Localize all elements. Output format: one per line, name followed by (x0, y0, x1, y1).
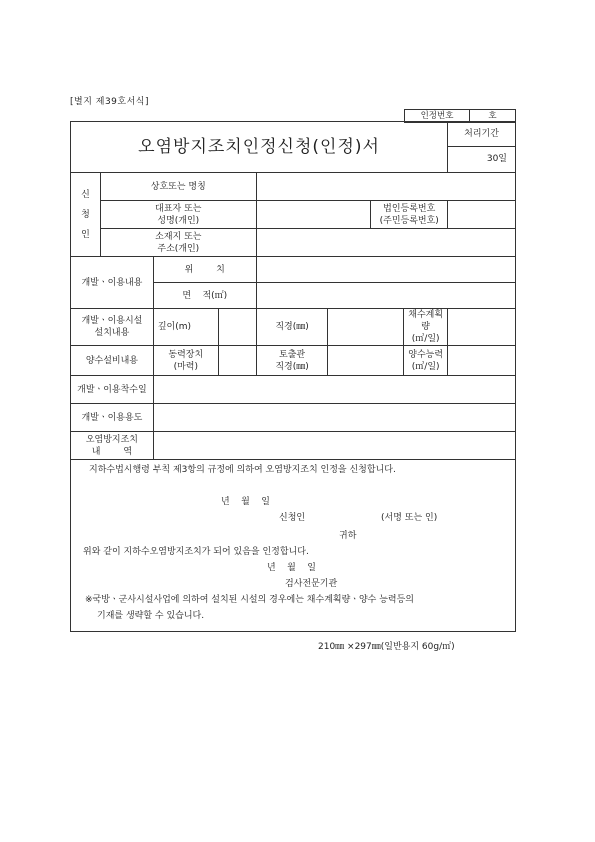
application-statement: 지하수법시행령 부칙 제3항의 규정에 의하여 오염방지조치 인정을 신청합니다. (89, 465, 396, 475)
address-value[interactable] (256, 229, 515, 257)
certification-date: 년 월 일 (267, 563, 316, 573)
form-title: 오염방지조치인정신청(인정)서 (71, 122, 448, 173)
processing-period (448, 122, 516, 173)
receipt-label: 인정번호 (405, 110, 470, 123)
representative-value[interactable] (256, 201, 371, 229)
pump-capacity-label: 양수능력 (㎥/일) (404, 346, 448, 376)
certification-statement: 위와 같이 지하수오염방지조치가 되어 있음을 인정합니다. (83, 547, 309, 557)
development-group-label: 개발ㆍ이용내용 (71, 257, 154, 309)
start-date-value[interactable] (153, 376, 515, 404)
sign-note: (서명 또는 인) (381, 513, 438, 523)
area-value[interactable] (256, 283, 515, 309)
purpose-label: 개발ㆍ이용용도 (71, 404, 154, 432)
business-name-label: 상호또는 명칭 (100, 173, 256, 201)
power-unit-label: 동력장치 (마력) (153, 346, 218, 376)
power-unit-value[interactable] (218, 346, 256, 376)
pump-facility-label: 양수설비내용 (71, 346, 154, 376)
location-label: 위 치 (153, 257, 256, 283)
processing-period-value: 30일 (486, 154, 507, 164)
start-date-label: 개발ㆍ이용착수일 (71, 376, 154, 404)
discharge-pipe-label: 토출관 직경(㎜) (256, 346, 328, 376)
paper-spec-footer: 210㎜ ×297㎜(일반용지 60g/㎡) (318, 642, 455, 652)
depth-label: 깊이(m) (153, 309, 218, 346)
intake-plan-label: 채수계획량 (㎥/일) (404, 309, 448, 346)
area-label: 면 적(㎡) (153, 283, 256, 309)
note-line-2: 기재를 생략할 수 있습니다. (97, 611, 205, 621)
declaration-section (70, 446, 516, 632)
location-value[interactable] (256, 257, 515, 283)
pollution-measures-label: 오염방지조치 내 역 (71, 432, 154, 460)
registration-number-label: 법인등록번호 (주민등록번호) (371, 201, 448, 229)
diameter-label: 직경(㎜) (256, 309, 328, 346)
registration-number-value[interactable] (448, 201, 516, 229)
diameter-value[interactable] (328, 309, 404, 346)
applicant-sign-label: 신청인 (279, 513, 306, 523)
representative-label: 대표자 또는 성명(개인) (100, 201, 256, 229)
receipt-value: 호 (470, 110, 516, 123)
depth-value[interactable] (218, 309, 256, 346)
applicant-group-label: 신 청 인 (71, 173, 101, 257)
install-content-label: 개발ㆍ이용시설 설치내용 (71, 309, 154, 346)
pump-capacity-value[interactable] (448, 346, 516, 376)
business-name-value[interactable] (256, 173, 515, 201)
processing-period-label: 처리기간 (448, 122, 515, 147)
purpose-value[interactable] (153, 404, 515, 432)
discharge-pipe-value[interactable] (328, 346, 404, 376)
inspection-authority: 검사전문기관 (285, 579, 338, 589)
application-form-table (70, 121, 516, 460)
addressee: 귀하 (339, 531, 357, 541)
application-date: 년 월 일 (221, 497, 270, 507)
intake-plan-value[interactable] (448, 309, 516, 346)
form-number-tag: [별지 제39호서식] (70, 97, 149, 107)
address-label: 소재지 또는 주소(개인) (100, 229, 256, 257)
note-line-1: ※국방ㆍ군사시설사업에 의하여 설치된 시설의 경우에는 채수계획량ㆍ양수 능력등의 (85, 595, 414, 605)
